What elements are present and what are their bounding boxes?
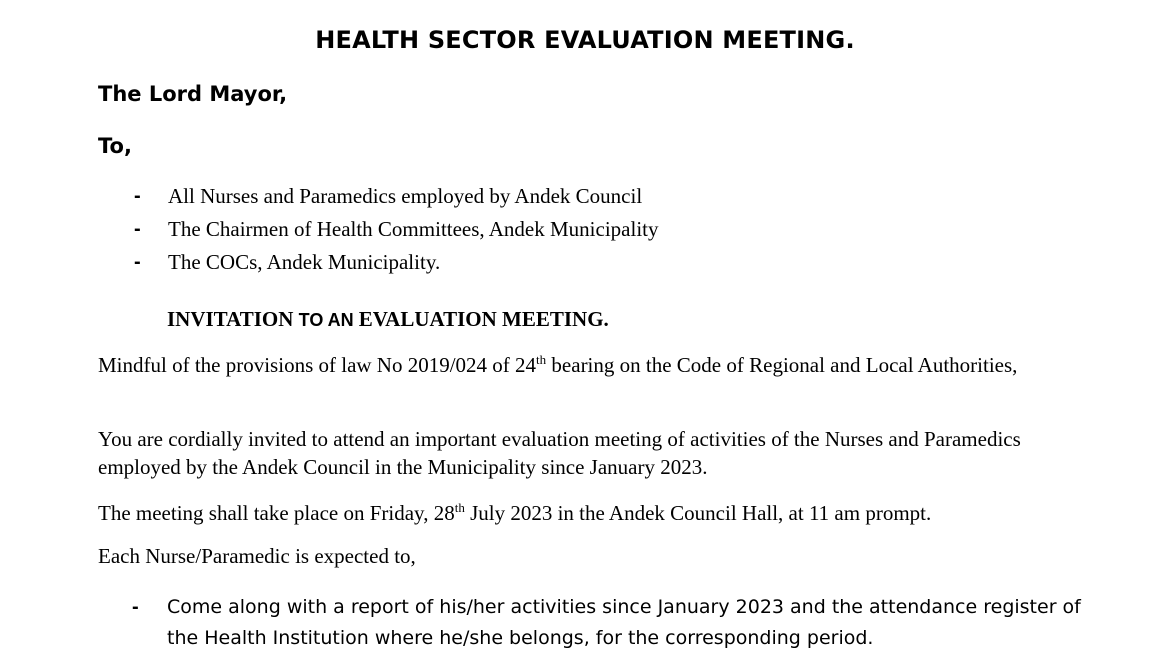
paragraph-meeting-details — [98, 499, 1098, 527]
recipient-text: All Nurses and Paramedics employed by Andek Council — [168, 184, 643, 208]
bullet-dash: - — [134, 251, 141, 273]
sender-line: The Lord Mayor, — [98, 82, 288, 106]
expectation-text: Come along with a report of his/her activities since January 2023 and the attendance register of the Health Institution where he/she belongs, for the corresponding period. — [167, 596, 1081, 649]
paragraph-invitation: You are cordially invited to attend an important evaluation meeting of activities of the Nurses and Paramedics employed by the Andek Council in the Municipality since January 2023. — [98, 427, 1021, 479]
subject-part: TO AN — [298, 310, 359, 330]
recipient-heading: To, — [98, 134, 132, 158]
paragraph-text: Mindful of the provisions of law No 2019/024 of 24 — [98, 353, 537, 377]
document-title: HEALTH SECTOR EVALUATION MEETING. — [315, 26, 855, 54]
subject-part: INVITATION — [167, 307, 299, 331]
paragraph-expectations-intro: Each Nurse/Paramedic is expected to, — [98, 544, 416, 568]
bullet-dash: - — [134, 218, 141, 240]
ordinal-suffix: th — [454, 500, 465, 515]
paragraph-text: The meeting shall take place on Friday, 28 — [98, 501, 455, 525]
list-item — [0, 182, 659, 215]
subject-part: EVALUATION MEETING. — [358, 307, 609, 331]
recipient-list — [0, 182, 659, 281]
list-item — [0, 215, 659, 248]
paragraph-text: bearing on the Code of Regional and Local Authorities, — [546, 353, 1018, 377]
bullet-dash: - — [134, 185, 141, 207]
recipient-text: The Chairmen of Health Committees, Andek Municipality — [168, 217, 659, 241]
list-item — [0, 248, 659, 281]
expectations-list — [0, 592, 1087, 654]
recipient-text: The COCs, Andek Municipality. — [168, 250, 441, 274]
bullet-dash: - — [132, 596, 139, 618]
list-item — [0, 592, 1087, 654]
ordinal-suffix: th — [536, 352, 547, 367]
paragraph-law-reference — [98, 351, 1098, 379]
paragraph-text: July 2023 in the Andek Council Hall, at 11 am prompt. — [464, 501, 932, 525]
subject-line — [167, 307, 609, 332]
